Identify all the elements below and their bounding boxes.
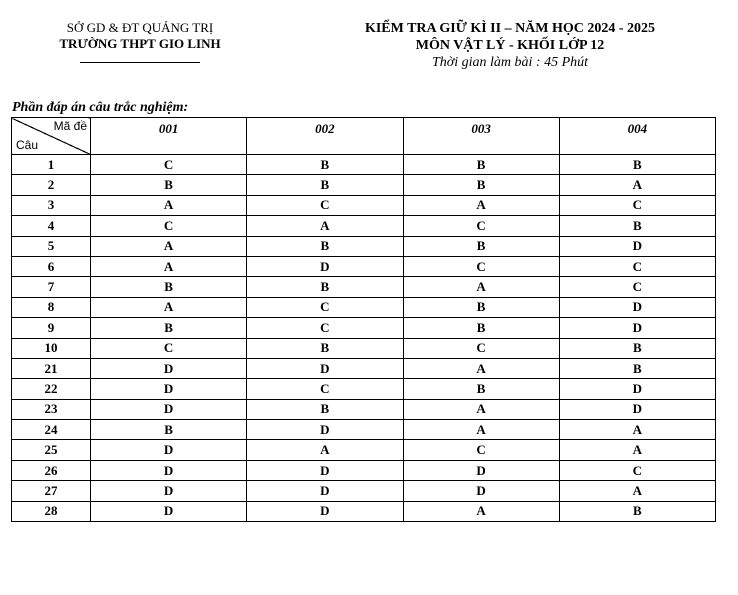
- table-row: [12, 358, 716, 378]
- code-header: 003: [403, 118, 559, 155]
- answer-cell: B: [559, 216, 715, 236]
- question-number: 5: [12, 236, 91, 256]
- answer-cell: B: [559, 155, 715, 175]
- answer-cell: A: [91, 256, 247, 276]
- answer-cell: A: [403, 277, 559, 297]
- question-number: 24: [12, 420, 91, 440]
- question-number: 9: [12, 318, 91, 338]
- table-row: [12, 216, 716, 236]
- answer-cell: D: [247, 460, 403, 480]
- answer-cell: C: [559, 460, 715, 480]
- answer-cell: D: [247, 481, 403, 501]
- answer-cell: B: [403, 318, 559, 338]
- question-number: 28: [12, 501, 91, 521]
- answer-cell: B: [559, 501, 715, 521]
- answer-cell: C: [247, 195, 403, 215]
- answer-cell: C: [403, 440, 559, 460]
- answer-cell: B: [403, 379, 559, 399]
- question-label: Câu: [16, 138, 39, 152]
- answer-cell: C: [247, 318, 403, 338]
- header-underline: [80, 62, 200, 63]
- question-number: 26: [12, 460, 91, 480]
- school-header: [40, 20, 240, 63]
- answer-cell: D: [559, 399, 715, 419]
- table-row: [12, 440, 716, 460]
- answer-cell: C: [247, 297, 403, 317]
- code-header: 004: [559, 118, 715, 155]
- answer-cell: B: [247, 236, 403, 256]
- answer-cell: B: [247, 399, 403, 419]
- question-number: 27: [12, 481, 91, 501]
- answer-cell: A: [403, 358, 559, 378]
- answer-cell: B: [559, 338, 715, 358]
- table-row: [12, 236, 716, 256]
- answer-table-body: [12, 155, 716, 522]
- answer-cell: A: [91, 297, 247, 317]
- question-number: 7: [12, 277, 91, 297]
- question-number: 3: [12, 195, 91, 215]
- table-row: [12, 481, 716, 501]
- answer-cell: B: [247, 175, 403, 195]
- table-row: [12, 420, 716, 440]
- exam-code-label: Mã đề: [53, 119, 87, 133]
- question-number: 8: [12, 297, 91, 317]
- answer-cell: D: [559, 318, 715, 338]
- answer-cell: D: [559, 379, 715, 399]
- answer-cell: C: [559, 195, 715, 215]
- answer-cell: C: [403, 216, 559, 236]
- table-row: [12, 155, 716, 175]
- answer-cell: D: [403, 460, 559, 480]
- table-row: [12, 256, 716, 276]
- question-number: 25: [12, 440, 91, 460]
- answer-cell: C: [91, 338, 247, 358]
- table-row: [12, 277, 716, 297]
- answer-cell: B: [91, 420, 247, 440]
- question-number: 1: [12, 155, 91, 175]
- answer-cell: B: [403, 155, 559, 175]
- answer-cell: D: [91, 358, 247, 378]
- answer-cell: A: [559, 420, 715, 440]
- answer-cell: B: [247, 155, 403, 175]
- answer-cell: B: [403, 297, 559, 317]
- answer-cell: A: [559, 440, 715, 460]
- table-row: [12, 175, 716, 195]
- answer-table: [11, 117, 716, 522]
- answer-cell: D: [247, 256, 403, 276]
- answer-cell: C: [91, 216, 247, 236]
- question-number: 23: [12, 399, 91, 419]
- table-row: [12, 460, 716, 480]
- table-row: [12, 338, 716, 358]
- table-row: [12, 318, 716, 338]
- answer-cell: B: [559, 358, 715, 378]
- answer-cell: B: [247, 338, 403, 358]
- answer-cell: D: [91, 399, 247, 419]
- answer-cell: D: [559, 236, 715, 256]
- code-header: 001: [91, 118, 247, 155]
- answer-cell: C: [247, 379, 403, 399]
- answer-cell: D: [91, 460, 247, 480]
- answer-cell: B: [403, 175, 559, 195]
- answer-cell: C: [559, 256, 715, 276]
- answer-cell: A: [247, 216, 403, 236]
- answer-cell: A: [403, 195, 559, 215]
- answer-cell: D: [403, 481, 559, 501]
- answer-cell: A: [91, 236, 247, 256]
- answer-cell: A: [403, 501, 559, 521]
- answer-cell: C: [403, 338, 559, 358]
- answer-cell: D: [247, 358, 403, 378]
- question-number: 22: [12, 379, 91, 399]
- time-limit: Thời gian làm bài : 45 Phút: [431, 55, 589, 70]
- answer-table-header-row: [12, 118, 716, 155]
- table-row: [12, 195, 716, 215]
- answer-cell: A: [403, 399, 559, 419]
- answer-cell: D: [247, 420, 403, 440]
- answer-cell: A: [559, 175, 715, 195]
- answer-cell: A: [91, 195, 247, 215]
- corner-cell: [12, 118, 91, 155]
- answer-cell: D: [559, 297, 715, 317]
- answer-cell: C: [91, 155, 247, 175]
- answer-cell: B: [91, 318, 247, 338]
- question-number: 4: [12, 216, 91, 236]
- answer-cell: B: [91, 277, 247, 297]
- answer-cell: C: [559, 277, 715, 297]
- question-number: 6: [12, 256, 91, 276]
- table-row: [12, 501, 716, 521]
- question-number: 21: [12, 358, 91, 378]
- table-row: [12, 297, 716, 317]
- answer-cell: D: [91, 379, 247, 399]
- school-name: TRƯỜNG THPT GIO LINH: [59, 36, 221, 51]
- answer-cell: D: [91, 440, 247, 460]
- answer-cell: D: [247, 501, 403, 521]
- answer-cell: C: [403, 256, 559, 276]
- table-row: [12, 379, 716, 399]
- question-number: 10: [12, 338, 91, 358]
- exam-header: [310, 20, 710, 71]
- department-name: SỞ GD & ĐT QUẢNG TRỊ: [66, 20, 214, 35]
- code-header: 002: [247, 118, 403, 155]
- answer-cell: D: [91, 481, 247, 501]
- answer-cell: D: [91, 501, 247, 521]
- answer-cell: A: [559, 481, 715, 501]
- exam-title: KIỂM TRA GIỮ KÌ II – NĂM HỌC 2024 - 2025: [364, 21, 656, 36]
- answer-cell: B: [403, 236, 559, 256]
- subject-title: MÔN VẬT LÝ - KHỐI LỚP 12: [415, 38, 605, 53]
- section-title: Phần đáp án câu trắc nghiệm:: [12, 100, 189, 115]
- answer-cell: A: [247, 440, 403, 460]
- answer-cell: B: [91, 175, 247, 195]
- table-row: [12, 399, 716, 419]
- answer-cell: B: [247, 277, 403, 297]
- answer-cell: A: [403, 420, 559, 440]
- question-number: 2: [12, 175, 91, 195]
